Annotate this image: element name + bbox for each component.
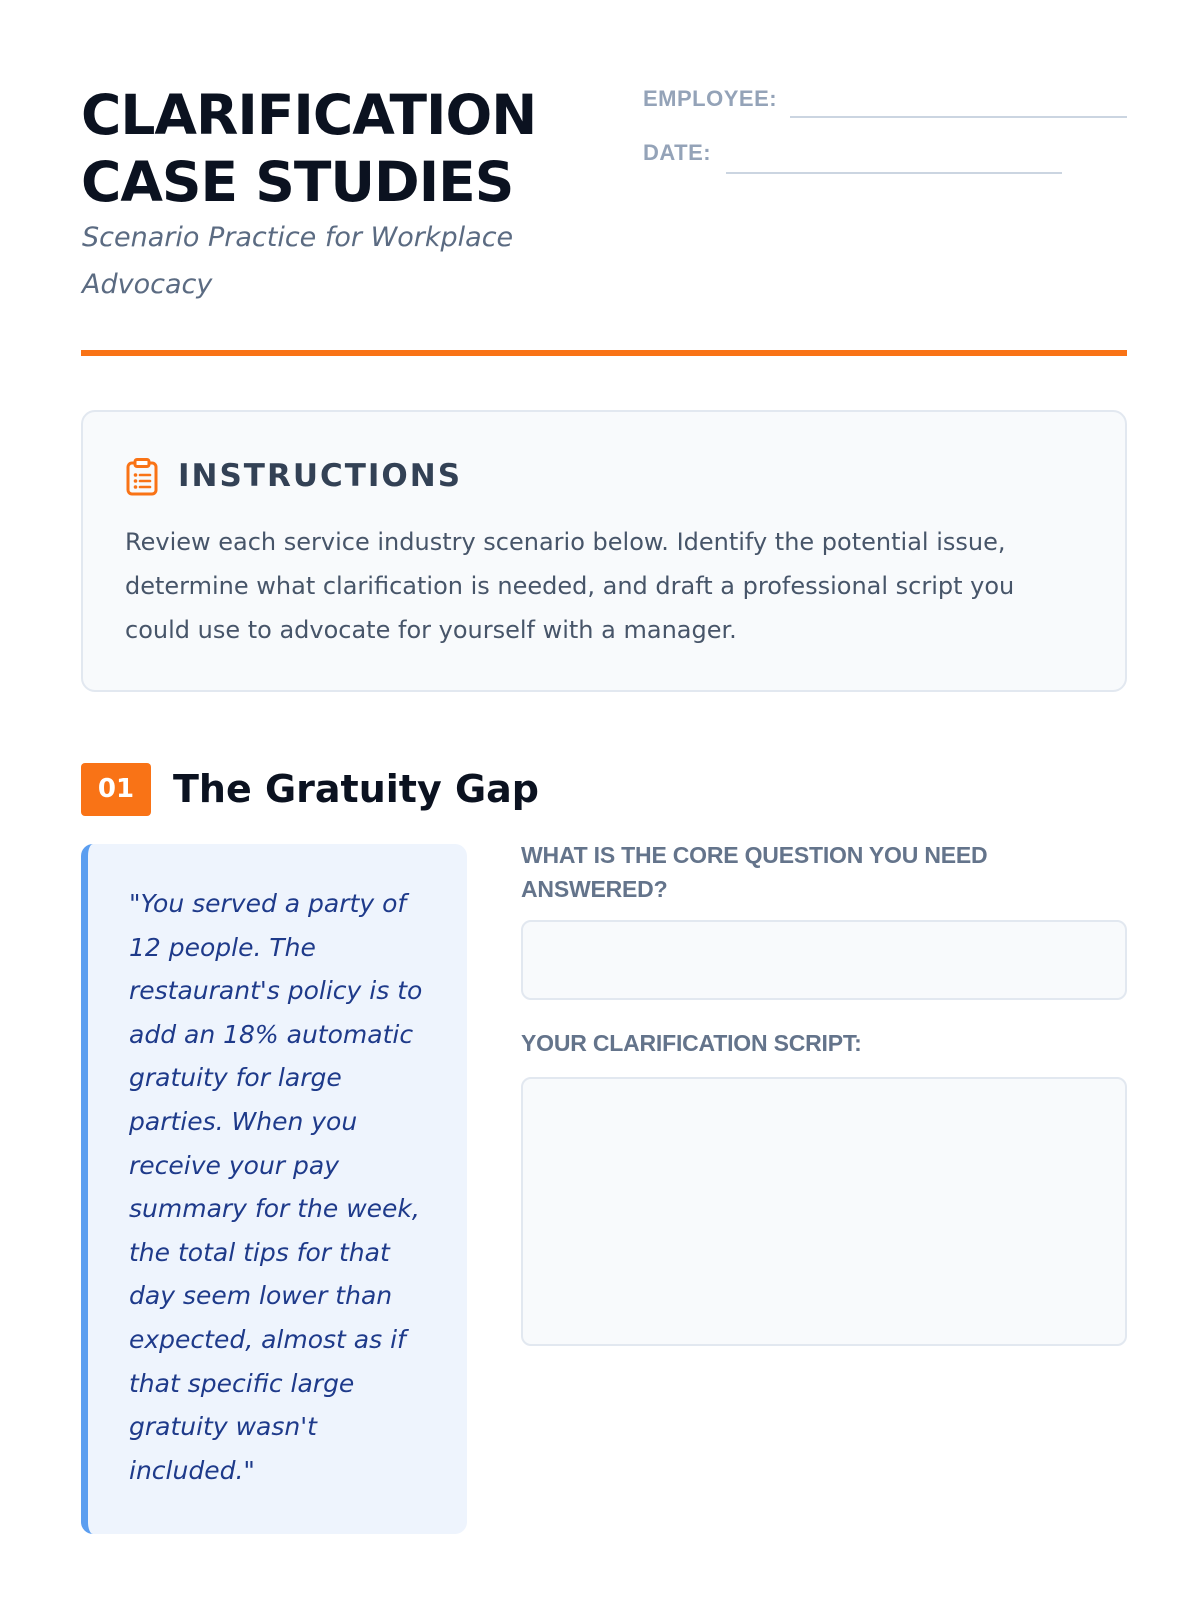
page-title bbox=[81, 82, 601, 216]
clarification-script-label: YOUR CLARIFICATION SCRIPT: bbox=[521, 1030, 862, 1056]
header-divider bbox=[81, 350, 1127, 356]
core-question-input[interactable] bbox=[521, 920, 1127, 1000]
employee-label: EMPLOYEE: bbox=[643, 86, 778, 111]
core-question-label: WHAT IS THE CORE QUESTION YOU NEED ANSWERED? bbox=[521, 842, 988, 902]
instructions-heading: INSTRUCTIONS bbox=[178, 458, 463, 494]
case-number-badge: 01 bbox=[81, 763, 151, 816]
clipboard-icon bbox=[125, 458, 159, 496]
instructions-body: Review each service industry scenario below. Identify the potential issue, determine what clarification is needed, and draft a professional script you could use to advocate for yourself with a manager. bbox=[125, 528, 1015, 644]
scenario-quote: "You served a party of 12 people. The restaurant's policy is to add an 18% automatic gratuity for large parties. When you receive your pay summary for the week, the total tips for that day seem lower than expected, almost as if that specific large gratuity wasn't included." bbox=[129, 889, 423, 1485]
case-title: The Gratuity Gap bbox=[173, 767, 539, 811]
page-subtitle: Scenario Practice for Workplace Advocacy bbox=[82, 222, 514, 300]
page-title-line-1: CLARIFICATION bbox=[81, 83, 537, 147]
employee-field[interactable] bbox=[790, 116, 1127, 118]
date-label: DATE: bbox=[643, 140, 712, 165]
date-field[interactable] bbox=[726, 172, 1062, 174]
page-title-line-2: CASE STUDIES bbox=[81, 150, 514, 214]
clarification-script-input[interactable] bbox=[521, 1077, 1127, 1346]
